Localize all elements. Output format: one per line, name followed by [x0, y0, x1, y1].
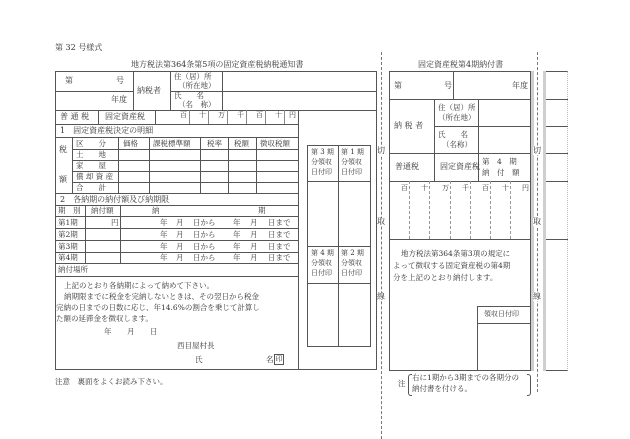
section2-col-amount: 納付額	[91, 206, 114, 215]
slip-receipt-stamp-label: 領収日付印	[484, 310, 519, 318]
notice-caution: 注意 裏面をよくお読み下さい。	[55, 377, 168, 386]
section1-side-label-top: 税	[59, 145, 67, 154]
slip-taxpayer-label: 納 税 者	[394, 121, 424, 130]
stamp-period-4-line-2: 分領収	[311, 259, 332, 267]
slip-statement-3: 分を上記のとおり納付します。	[393, 273, 498, 282]
slip-name-label: 氏 名	[438, 130, 468, 139]
date-year: 年	[104, 327, 112, 336]
stamp-period-2-line-2: 分領収	[341, 259, 362, 267]
notice-address-label: 住（居）所	[174, 72, 212, 81]
message-line-3: 完納の日までの日数に応じ、年14.6%の割合を乗じて計算し	[56, 303, 260, 312]
stamp-period-4-line-3: 日付印	[311, 269, 332, 277]
section1-side-label-bottom: 額	[59, 175, 67, 184]
section2-col-due-2: 期	[258, 206, 266, 215]
stamp-period-3-line-1: 第 3 期	[311, 148, 334, 156]
payment-place-label: 納付場所	[58, 265, 88, 274]
section1-col-collected-tax: 徴収税額	[260, 139, 290, 148]
slip-name-field[interactable]	[479, 127, 530, 152]
section1-row-depreciable: 償 却 資 産	[76, 172, 114, 181]
slip-statement-1: 地方税法第364条第3項の規定に	[401, 249, 511, 258]
section1-col-tax: 税額	[234, 139, 249, 148]
stamp-period-2-line-1: 第 2 期	[341, 249, 364, 257]
form-number: 第 32 号様式	[55, 43, 103, 52]
seal-box: 印	[275, 355, 283, 363]
stamp-period-1-line-2: 分領収	[341, 158, 362, 166]
slip-address-label-2: （所在地）	[438, 113, 476, 122]
message-line-2: 納期限までに税金を完納しないときは、その翌日から税金	[64, 292, 259, 301]
issuer: 西目屋村長	[177, 341, 215, 350]
notice-address-label-2: （所在地）	[178, 81, 216, 90]
notice-name-field[interactable]	[223, 92, 376, 109]
slip-tax-type: 普通税	[395, 162, 419, 171]
stamp-period-3-line-3: 日付印	[311, 168, 332, 176]
notice-tax-type: 普 通 税	[60, 112, 90, 121]
slip-tax-name: 固定資産税	[440, 162, 480, 171]
message-line-1: 上記のとおり各納期によって納めて下さい。	[64, 281, 214, 290]
slip-note-label: 注	[398, 379, 406, 388]
section2-col-period: 期 別	[58, 206, 81, 215]
slip-note-line-2: 納付書を付ける。	[412, 384, 472, 393]
slip-amount-label: 納 付 額	[482, 168, 520, 177]
slip-address-label: 住（居）所	[438, 103, 476, 112]
slip-name-label-2: （名称）	[442, 140, 472, 149]
section1-row-land: 土 地	[76, 150, 106, 159]
section1-col-taxable-base: 課税標準額	[153, 139, 191, 148]
date-day: 日	[150, 327, 158, 336]
notice-tax-name: 固定資産税	[105, 112, 145, 121]
stamp-period-4-line-1: 第 4 期	[311, 249, 334, 257]
slip-note-line-1: 右に1期から3期までの各期分の	[412, 373, 520, 382]
notice-taxpayer-label: 納税者	[137, 86, 161, 95]
slip-fiscal-year: 年度	[512, 81, 528, 90]
slip-address-field[interactable]	[479, 100, 530, 125]
notice-number-suffix: 号	[116, 76, 124, 85]
message-line-4: た額の延滞金を徴収します。	[56, 314, 153, 323]
stamp-period-1-line-1: 第 1 期	[341, 148, 364, 156]
section2-title: 2 各納期の納付額及び納期限	[60, 195, 170, 204]
slip-statement-2: よって徴収する固定資産税の第4期	[393, 261, 511, 270]
note-bracket-right	[527, 374, 531, 396]
section1-title: 1 固定資産税決定の明細	[60, 126, 154, 135]
slip-period-label: 第 4 期	[482, 157, 517, 166]
notice-number-prefix: 第	[65, 76, 73, 85]
slip-number-prefix: 第	[394, 81, 402, 90]
section1-row-total: 合 計	[76, 183, 106, 192]
slip-title: 固定資産税第4期納付書	[418, 60, 504, 69]
section1-row-house: 家 屋	[76, 161, 106, 170]
section1-col-category: 区 分	[76, 139, 106, 148]
date-month: 月	[127, 327, 135, 336]
section1-col-price: 価格	[123, 139, 138, 148]
notice-title: 地方税法第364条第5項の固定資産税納税通知書	[131, 60, 304, 69]
notice-name-label: 氏 名	[174, 91, 204, 100]
signer-label-2: 名	[266, 355, 274, 364]
notice-name-label-2: （名 称）	[178, 100, 216, 109]
signer-label-1: 氏	[195, 355, 203, 364]
section2-col-due-1: 納	[152, 206, 160, 215]
stamp-period-2-line-3: 日付印	[341, 269, 362, 277]
cut-line-1	[381, 52, 382, 439]
slip-number-suffix: 号	[444, 81, 452, 90]
section1-col-rate: 税率	[207, 139, 222, 148]
stamp-period-1-line-3: 日付印	[341, 168, 362, 176]
notice-address-field[interactable]	[223, 72, 376, 90]
stamp-period-3-line-2: 分領収	[311, 158, 332, 166]
notice-fiscal-year: 年度	[111, 95, 127, 104]
